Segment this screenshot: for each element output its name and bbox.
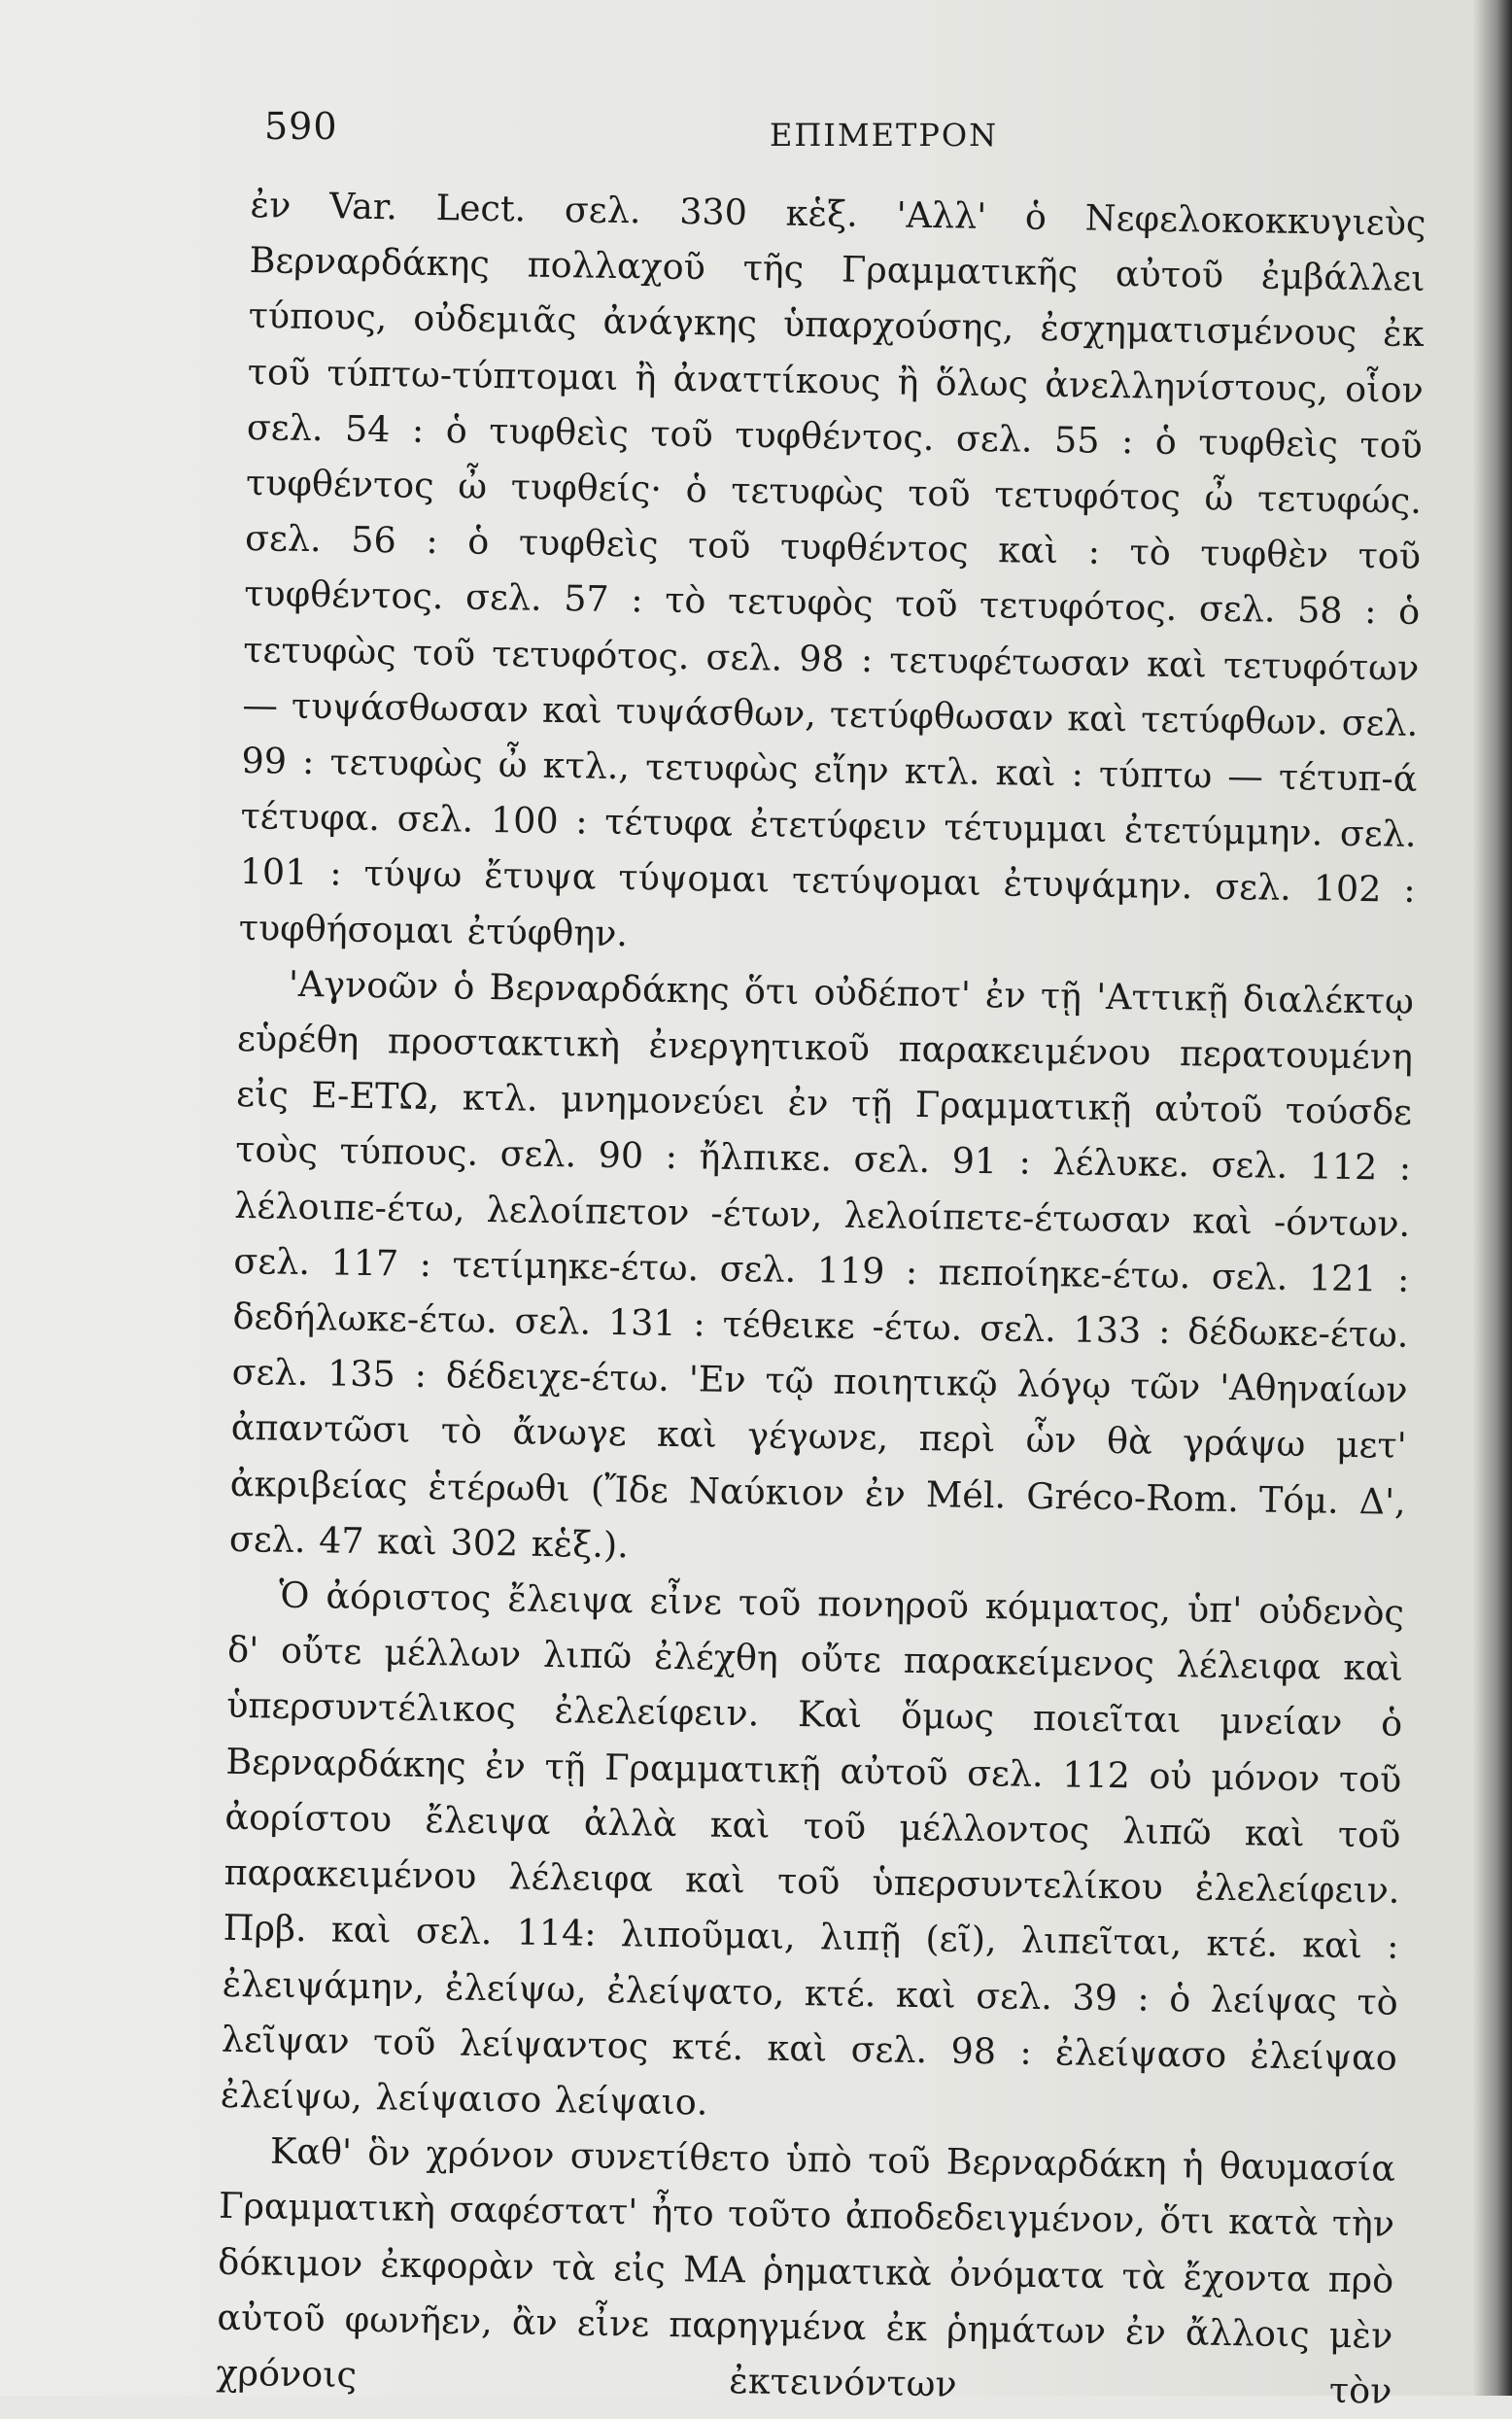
paragraph-3: Ὁ ἀόριστος ἔλειψα εἶνε τοῦ πονηροῦ κόμματος, ὑπ' οὐδενὸς δ' οὔτε μέλλων λιπῶ ἐλέχθη οὔτε παρακείμενος λέλειφα καὶ ὑπερσυντέλικος ἐλελείφειν. Καὶ ὅμως ποιεῖται μνείαν ὁ Βερναρδάκης ἐν τῇ Γραμματικῇ αὐτοῦ σελ. 112 οὐ μόνον τοῦ ἀορίστου ἔλειψα ἀλλὰ καὶ τοῦ μέλλοντος λιπῶ καὶ τοῦ παρακειμένου λέλειφα καὶ τοῦ ὑπερσυντελίκου ἐλελείφειν. Πρβ. καὶ σελ. 114: λιποῦμαι, λιπῇ (εῖ), λιπεῖται, κτέ. καὶ : ἐλειψάμην, ἐλείψω, ἐλείψατο, κτέ. καὶ σελ. 39 : ὁ λείψας τὸ λεῖψαν τοῦ λείψαντος κτέ. καὶ σελ. 98 : ἐλείψασο ἐλείψαο ἐλείψω, λείψαισο λείψαιο. bbox=[220, 1573, 1405, 2124]
page-number: 590 bbox=[264, 105, 338, 148]
body-text bbox=[216, 177, 1426, 2419]
spine-shadow bbox=[1473, 0, 1512, 2396]
paragraph-4: Καθ' ὃν χρόνον συνετίθετο ὑπὸ τοῦ Βερναρδάκη ἡ θαυμασία Γραμματικὴ σαφέστατ' ἦτο τοῦτο ἀποδεδειγμένον, ὅτι κατὰ τὴν δόκιμον ἐκφορὰν τὰ εἰς ΜΑ ῥηματικὰ ὀνόματα τὰ ἔχοντα πρὸ αὐτοῦ φωνῆεν, ἂν εἶνε παρηγμένα ἐκ ῥημάτων ἐν ἄλλοις μὲν χρόνοις ἐκτεινόντων τὸν bbox=[216, 2129, 1396, 2412]
running-title: ΕΠΙΜΕΤΡΟΝ bbox=[770, 117, 999, 154]
paragraph-1: ἐν Var. Lect. σελ. 330 κἑξ. 'Αλλ' ὁ Νεφελοκοκκυγιεὺς Βερναρδάκης πολλαχοῦ τῆς Γραμματικῆς αὐτοῦ ἐμβάλλει τύπους, οὐδεμιᾶς ἀνάγκης ὑπαρχούσης, ἐσχηματισμένους ἐκ τοῦ τύπτω-τύπτομαι ἢ ἀναττίκους ἢ ὅλως ἀνελληνίστους, οἷον σελ. 54 : ὁ τυφθεὶς τοῦ τυφθέντος. σελ. 55 : ὁ τυφθεὶς τοῦ τυφθέντος ὦ τυφθείς· ὁ τετυφὼς τοῦ τετυφότος ὦ τετυφώς. σελ. 56 : ὁ τυφθεὶς τοῦ τυφθέντος καὶ : τὸ τυφθὲν τοῦ τυφθέντος. σελ. 57 : τὸ τετυφὸς τοῦ τετυφότος. σελ. 58 : ὁ τετυφὼς τοῦ τετυφότος. σελ. 98 : τετυφέτωσαν καὶ τετυφότων — τυψάσθωσαν καὶ τυψάσθων, τετύφθωσαν καὶ τετύφθων. σελ. 99 : τετυφὼς ὦ κτλ., τετυφὼς εἴην κτλ. καὶ : τύπτω — τέτυπ-ά τέτυφα. σελ. 100 : τέτυφα ἐτετύφειν τέτυμμαι ἐτετύμμην. σελ. 101 : τύψω ἔτυψα τύψομαι τετύψομαι ἐτυψάμην. σελ. 102 : τυφθήσομαι ἐτύφθην. bbox=[238, 183, 1426, 954]
page-header bbox=[264, 105, 1411, 163]
paragraph-2: 'Αγνοῶν ὁ Βερναρδάκης ὅτι οὐδέποτ' ἐν τῇ 'Αττικῇ διαλέκτῳ εὑρέθη προστακτικὴ ἐνεργητικοῦ παρακειμένου περατουμένη εἰς Ε-ΕΤΩ, κτλ. μνημονεύει ἐν τῇ Γραμματικῇ αὐτοῦ τούσδε τοὺς τύπους. σελ. 90 : ἤλπικε. σελ. 91 : λέλυκε. σελ. 112 : λέλοιπε-έτω, λελοίπετον -έτων, λελοίπετε-έτωσαν καὶ -όντων. σελ. 117 : τετίμηκε-έτω. σελ. 119 : πεποίηκε-έτω. σελ. 121 : δεδήλωκε-έτω. σελ. 131 : τέθεικε -έτω. σελ. 133 : δέδωκε-έτω. σελ. 135 : δέδειχε-έτω. 'Εν τῷ ποιητικῷ λόγῳ τῶν 'Αθηναίων ἀπαντῶσι τὸ ἄνωγε καὶ γέγωνε, περὶ ὧν θὰ γράψω μετ' ἀκριβείας ἑτέρωθι (Ἴδε Ναύκιον ἐν Mél. Gréco-Rom. Τόμ. Δ', σελ. 47 καὶ 302 κἑξ.). bbox=[228, 962, 1415, 1567]
